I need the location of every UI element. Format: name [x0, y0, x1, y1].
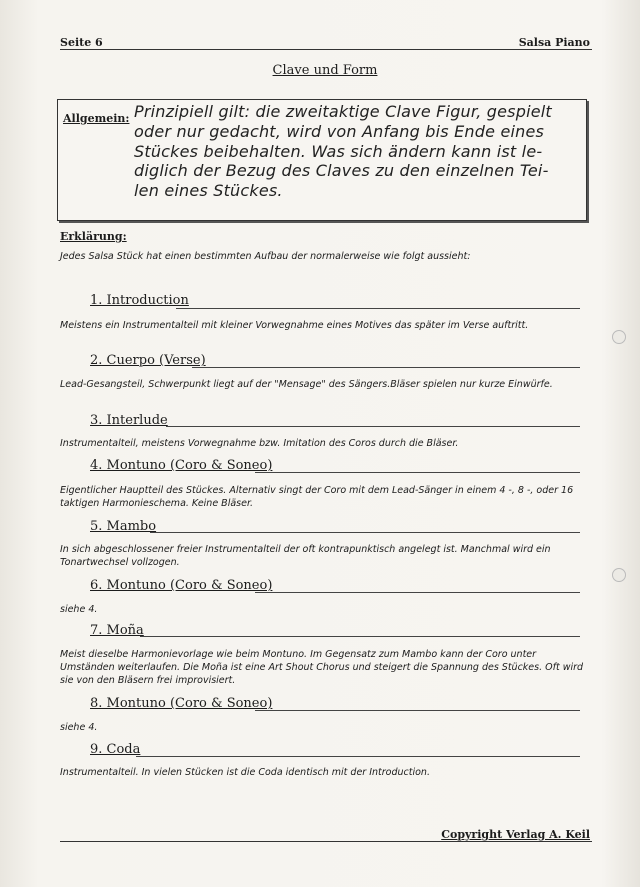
section-heading: 7. Moña: [90, 623, 144, 638]
section-heading: 9. Coda: [90, 742, 141, 757]
general-line: len eines Stückes.: [134, 181, 283, 201]
page-number: Seite 6: [60, 36, 103, 49]
section-body: Meistens ein Instrumentalteil mit kleiner Vorwegnahme eines Motives das später im Verse auftritt.: [60, 320, 529, 331]
general-line: Prinzipiell gilt: die zweitaktige Clave Figur, gespielt: [134, 102, 552, 121]
section-rule: [255, 710, 580, 711]
section-rule: [255, 592, 580, 593]
general-line: oder nur gedacht, wird von Anfang bis Ende eines: [134, 121, 545, 141]
punch-hole: [612, 568, 626, 582]
section-body: Instrumentalteil, meistens Vorwegnahme bzw. Imitation des Coros durch die Bläser.: [60, 438, 459, 449]
header-rule: [60, 49, 592, 50]
general-box: [57, 99, 587, 221]
section-body: In sich abgeschlossener freier Instrumentalteil der oft kontrapunktisch angelegt ist. Manchmal wird ein Tonartwechsel vollzogen.: [60, 544, 551, 568]
intro-text: Jedes Salsa Stück hat einen bestimmten Aufbau der normalerweise wie folgt aussieht:: [60, 251, 471, 262]
general-line: diglich der Bezug des Claves zu den einzelnen Tei-: [134, 161, 549, 181]
section-heading: 5. Mambo: [90, 519, 157, 534]
punch-hole: [612, 330, 626, 344]
general-label: Allgemein:: [63, 112, 130, 125]
section-body: Eigentlicher Hauptteil des Stückes. Alternativ singt der Coro mit dem Lead-Sänger in einem 4 -, 8 -, oder 16 taktigen Harmonieschema. Keine Bläser.: [60, 485, 574, 509]
section-body: Lead-Gesangsteil, Schwerpunkt liegt auf der "Mensage" des Sängers.Bläser spielen nur kurze Einwürfe.: [60, 379, 553, 390]
section-body: siehe 4.: [60, 604, 98, 615]
section-heading: 8. Montuno (Coro & Soneo): [90, 696, 273, 711]
section-heading: 3. Interlude: [90, 413, 168, 428]
section-body: Meist dieselbe Harmonievorlage wie beim Montuno. Im Gegensatz zum Mambo kann der Coro unter Umständen weiterlaufen. Die Moña ist eine Art Shout Chorus und steigert die Spannung des Stückes. Oft wird sie von den Bläsern frei improvisiert.: [60, 649, 584, 686]
explanation-label: Erklärung:: [60, 230, 127, 243]
copyright-notice: Copyright Verlag A. Keil: [441, 828, 590, 841]
section-body: Instrumentalteil. In vielen Stücken ist die Coda identisch mit der Introduction.: [60, 767, 430, 778]
page-title: Clave und Form: [272, 63, 378, 78]
section-rule: [150, 532, 580, 533]
section-rule: [136, 756, 580, 757]
general-text: [134, 102, 574, 201]
general-line: Stückes beibehalten. Was sich ändern kann ist le-: [134, 141, 543, 161]
section-rule: [255, 472, 580, 473]
section-heading: 6. Montuno (Coro & Soneo): [90, 578, 273, 593]
section-rule: [192, 367, 580, 368]
section-heading: 2. Cuerpo (Verse): [90, 353, 206, 368]
section-heading: 4. Montuno (Coro & Soneo): [90, 458, 273, 473]
section-rule: [166, 426, 580, 427]
section-rule: [176, 308, 580, 309]
footer-rule: [60, 841, 592, 842]
section-heading: 1. Introduction: [90, 293, 189, 308]
section-body: siehe 4.: [60, 722, 98, 733]
section-rule: [140, 636, 580, 637]
book-title: Salsa Piano: [518, 36, 590, 49]
